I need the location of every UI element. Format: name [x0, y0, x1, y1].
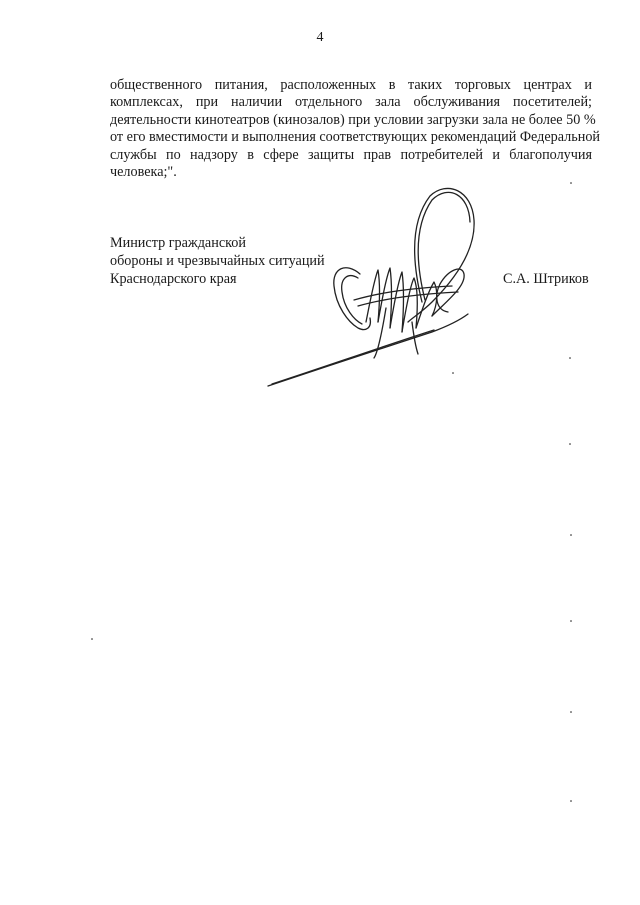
signatory-position-line: Краснодарского края [110, 271, 237, 287]
body-line: от его вместимости и выполнения соответствующих рекомендаций Федеральной [110, 129, 601, 146]
page-number: 4 [316, 30, 324, 45]
scan-speck [570, 182, 572, 184]
body-paragraph [110, 77, 601, 181]
body-line: человека;". [110, 163, 177, 180]
body-line: службы по надзору в сфере защиты прав потребителей и благополучия [110, 146, 592, 163]
scan-speck [570, 620, 572, 622]
scan-speck [570, 800, 572, 802]
signatory-position-line: Министр гражданской [110, 235, 246, 251]
scan-speck [91, 638, 93, 640]
handwritten-signature [262, 182, 492, 392]
body-line: комплексах, при наличии отдельного зала обслуживания посетителей; [110, 94, 592, 111]
scan-speck [569, 443, 571, 445]
scan-speck [570, 711, 572, 713]
body-line: деятельности кинотеатров (кинозалов) при условии загрузки зала не более 50 % [110, 111, 596, 128]
body-line: общественного питания, расположенных в таких торговых центрах и [110, 77, 592, 93]
signer-name: С.А. Штриков [503, 271, 589, 287]
scan-speck [570, 534, 572, 536]
scan-speck [452, 372, 454, 374]
signatory-position-line: обороны и чрезвычайных ситуаций [110, 253, 325, 269]
scan-speck [569, 357, 571, 359]
